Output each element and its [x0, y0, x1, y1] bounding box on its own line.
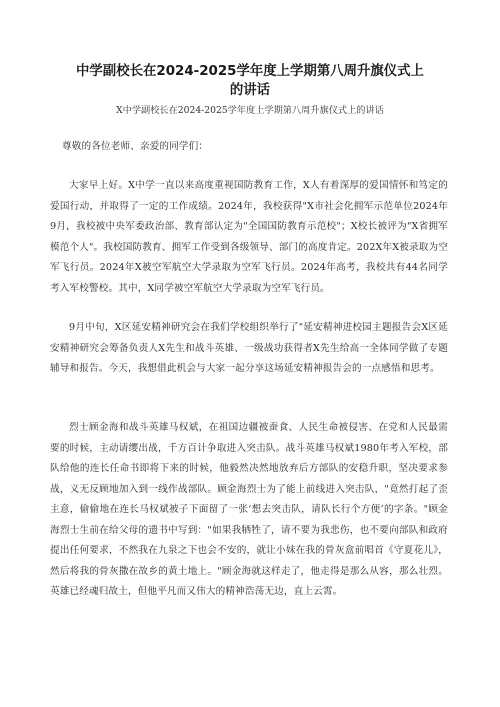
paragraph-2: 9月中旬，X区延安精神研究会在我们学校组织举行了"延安精神进校园主题报告会X区延安精神研究会筹备负责人X先生和战斗英雄、一级战功获得者X先生给高一全体同学做了专题辅导和报告。今天，我想借此机会与大家一起分享这场延安精神报告会的一点感悟和思考。 [50, 322, 448, 374]
document-subtitle: X中学副校长在2024-2025学年度上学期第八周升旗仪式上的讲话 [116, 105, 384, 116]
paragraph-1: 大家早上好。X中学一直以来高度重视国防教育工作，X人有着深厚的爱国情怀和笃定的爱国行动，并取得了一定的工作成绩。2024年，我校获得"X市社会化拥军示范单位2024年9月，我校被中央军委政治部、教育部认定为"全国国防教育示范校"；X校长被评为"X省拥军模范个人"。我校国防教育、拥军工作受到各级领导、部门的高度肯定。202X年X被录取为空军飞行员。2024年X被空军航空大学录取为空军飞行员。2024年高考，我校共有44名同学考入军校警校。其中，X同学被空军航空大学录取为空军飞行员。 [50, 180, 448, 294]
document-title: 中学副校长在2024-2025学年度上学期第八周升旗仪式上的讲话 [76, 64, 424, 98]
greeting: 尊敬的各位老师、亲爱的同学们： [62, 141, 209, 152]
paragraph-3: 烈士顾金海和战斗英雄马权斌，在祖国边疆被蚕食、人民生命被侵害、在党和人民最需要的时候，主动请缨出战，千方百计争取进入突击队。战斗英雄马权斌1980年考入军校，部队给他的连长任命书即将下来的时候，他毅然决然地放弃后方部队的安稳升职，坚决要求参战，义无反顾地加入到一线作战部队。顾金海烈士为了能上前线进入突击队，"竟然打起了歪主意，偷偷地在连长马权斌被子下面留了一张‘想去突击队，请队长行个方便’的字条。"顾金海烈士生前在给父母的遗书中写到："如果我牺牲了，请不要为我悲伤，也不要向部队和政府提出任何要求，不然我在九泉之下也会不安的，就让小妹在我的骨灰盒前唱首《守夏花儿》，然后将我的骨灰撒在故乡的黄土地上。"顾金海就这样走了，他走得是那么从容，那么壮烈。英雄已经魂归故土，但他平凡而又伟大的精神浩荡无边，直上云霄。 [50, 422, 448, 597]
